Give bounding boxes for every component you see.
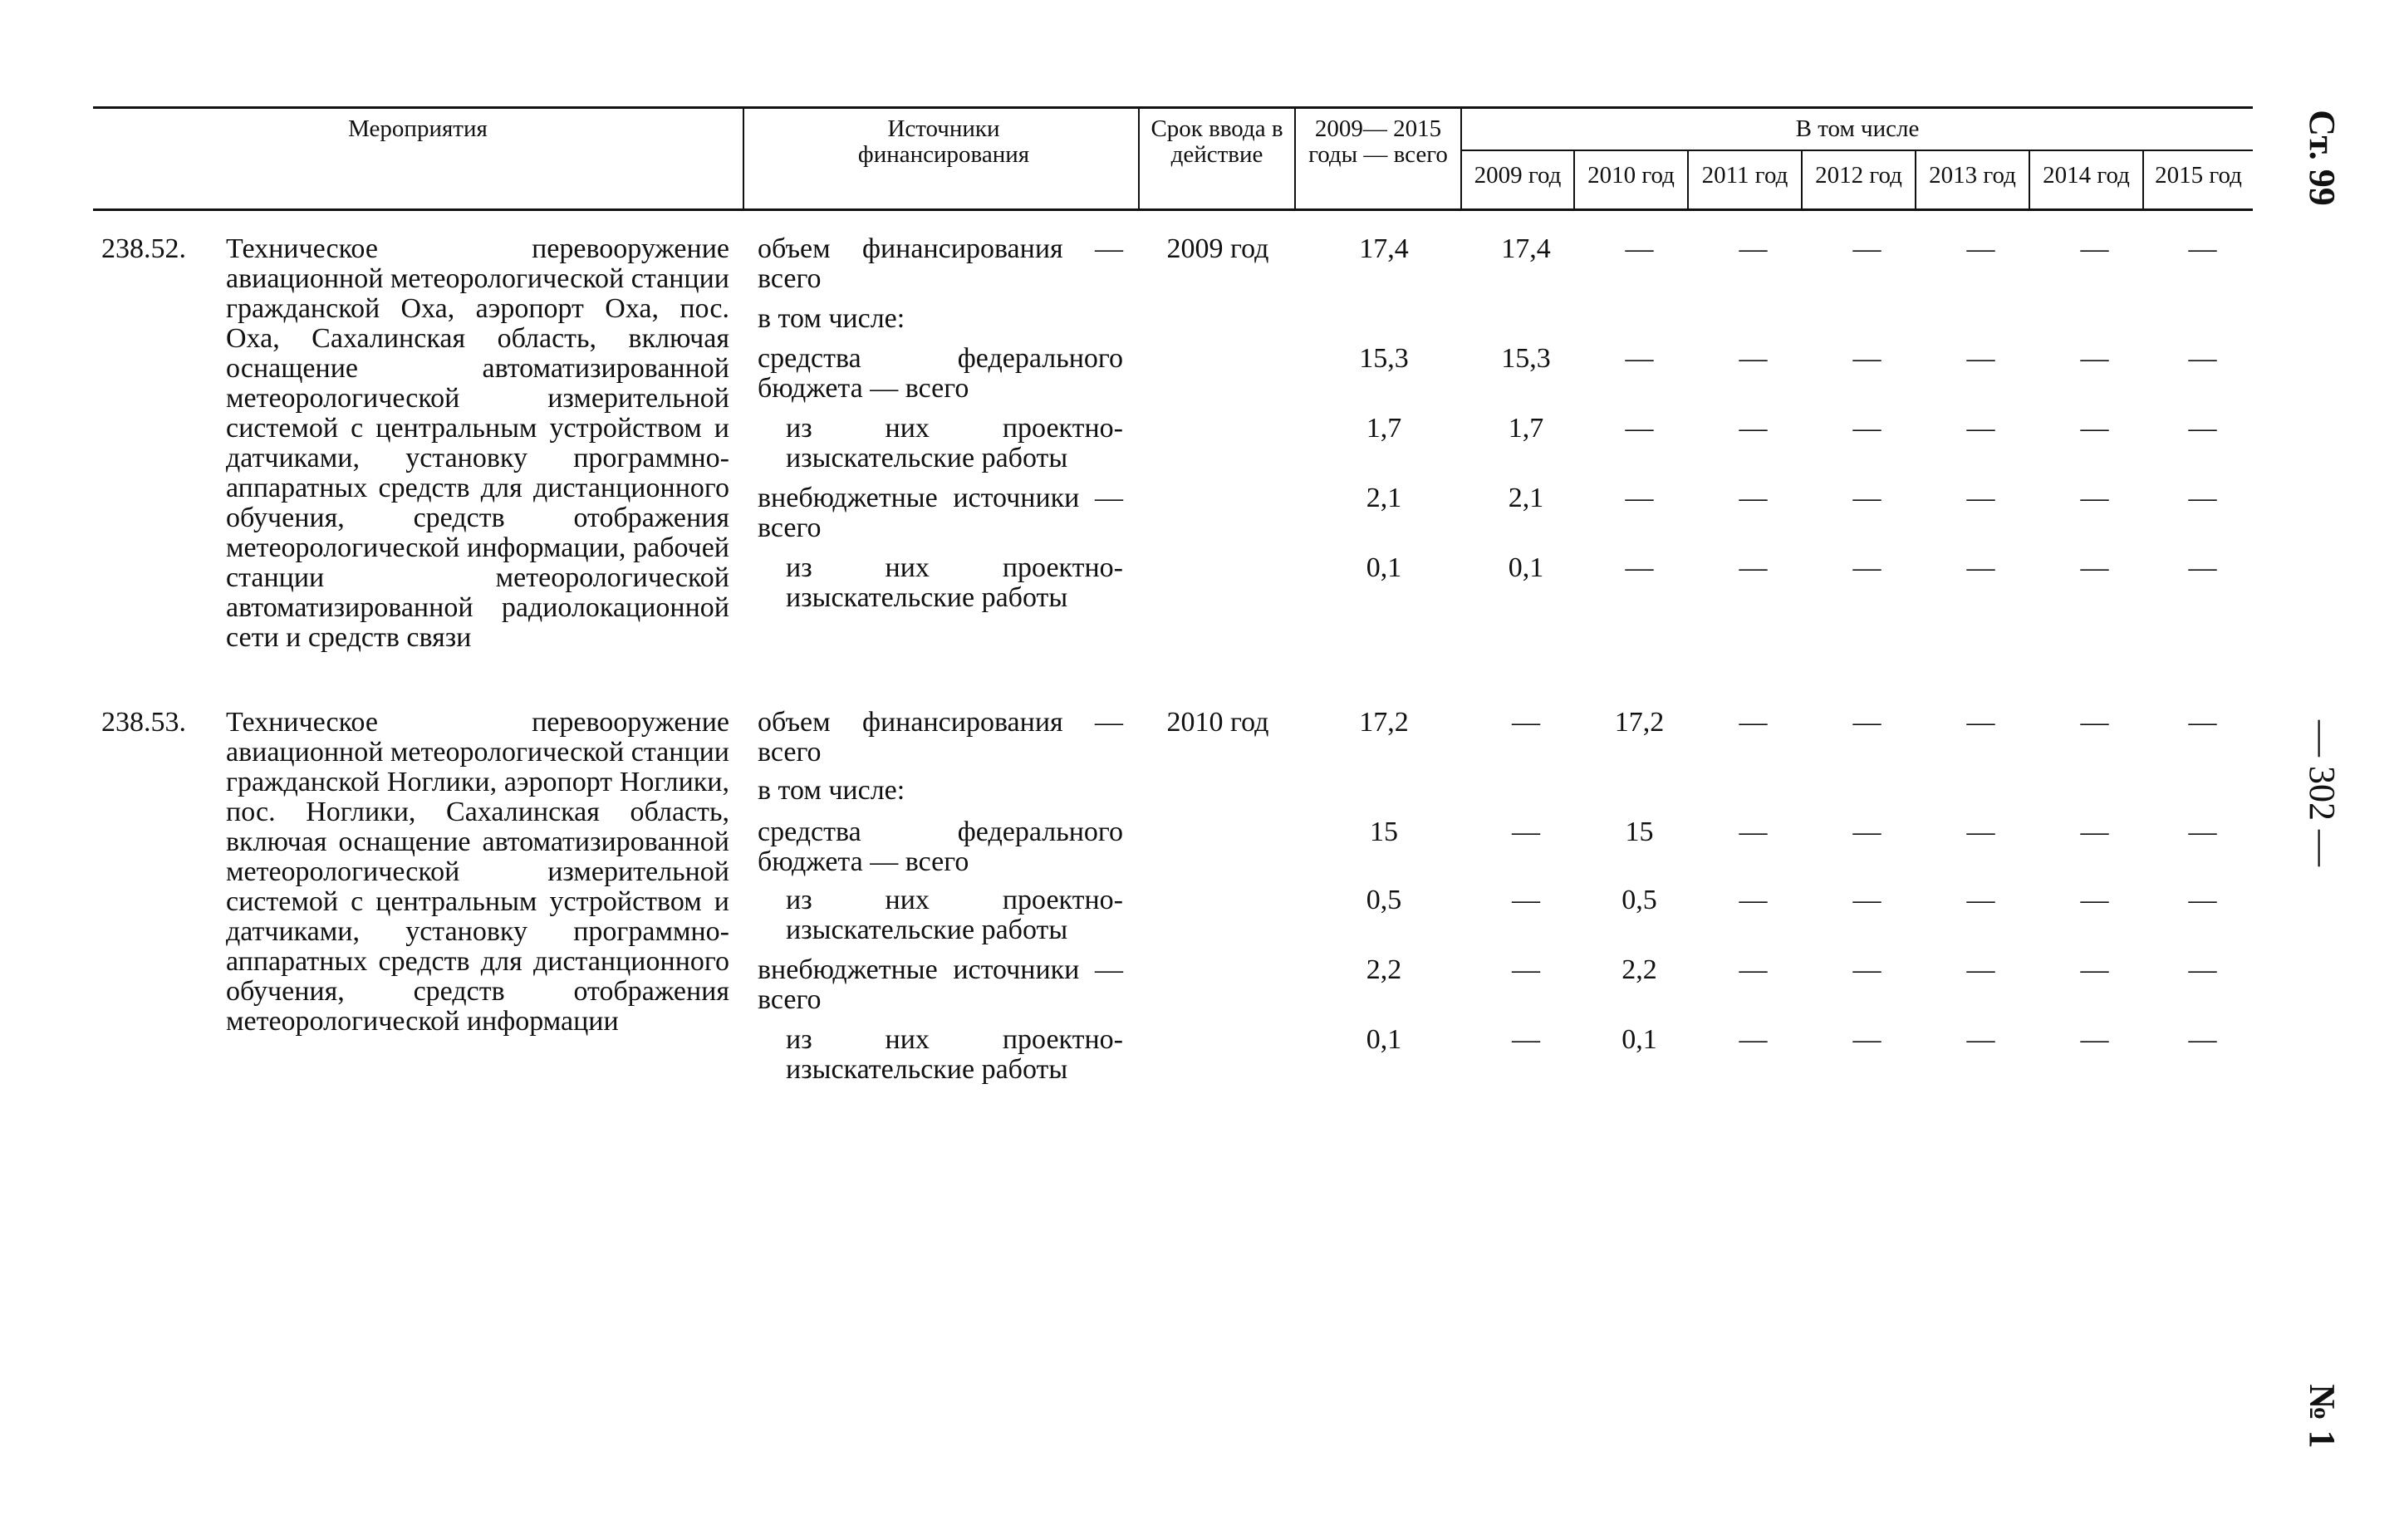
year-value: — [1966, 707, 1995, 738]
entry-term: 2010 год [1166, 707, 1269, 738]
year-value: — [1512, 885, 1540, 915]
year-value: — [1512, 954, 1540, 985]
total-value: 15 [1370, 817, 1398, 847]
year-value: 15 [1625, 817, 1654, 847]
year-value: — [1739, 954, 1768, 985]
year-value: 17,2 [1614, 707, 1665, 738]
year-value: — [2188, 233, 2217, 264]
header-total: 2009— 2015 годы — всего [1308, 115, 1448, 168]
year-value: 15,3 [1501, 343, 1551, 374]
year-value: — [1739, 343, 1768, 374]
year-value: — [1852, 483, 1881, 513]
year-value: — [1625, 343, 1654, 374]
page-article-number: Ст. 99 [2302, 110, 2343, 206]
source-label: из них проектно-изыскательские работы [786, 885, 1123, 945]
year-value: — [1852, 707, 1881, 738]
year-value: — [2188, 817, 2217, 847]
total-value: 0,5 [1366, 885, 1402, 915]
year-value: — [1739, 233, 1768, 264]
year-value: 2,1 [1508, 483, 1544, 513]
total-value: 2,2 [1366, 954, 1402, 985]
header-year: 2010 год [1587, 162, 1675, 189]
year-value: — [1966, 885, 1995, 915]
year-value: — [1625, 413, 1654, 444]
year-value: — [2188, 885, 2217, 915]
header-top-rule [93, 106, 2253, 109]
header-bottom-rule [93, 208, 2253, 211]
in-that-number-label: в том числе: [758, 303, 905, 334]
year-value: — [2188, 483, 2217, 513]
year-value: — [1966, 233, 1995, 264]
header-year: 2013 год [1929, 162, 2016, 189]
header-divider [1294, 106, 1296, 209]
page-number: — 302 — [2302, 720, 2343, 866]
source-label: из них проектно-изыскательские работы [786, 1024, 1123, 1085]
year-value: — [1512, 1024, 1540, 1055]
year-value: — [1852, 885, 1881, 915]
year-value: — [2080, 413, 2109, 444]
source-label: из них проектно-изыскательские работы [786, 552, 1123, 613]
year-value: — [1852, 233, 1881, 264]
year-value: — [1966, 954, 1995, 985]
year-value: — [2188, 1024, 2217, 1055]
header-measures: Мероприятия [348, 115, 488, 142]
issue-number: № 1 [2302, 1384, 2343, 1449]
year-value: — [1625, 233, 1654, 264]
year-value: — [1852, 954, 1881, 985]
year-value: — [2080, 1024, 2109, 1055]
source-label: средства федерального бюджета — всего [758, 343, 1123, 404]
header-year: 2015 год [2155, 162, 2242, 189]
year-value: 2,2 [1621, 954, 1657, 985]
year-value: — [1625, 552, 1654, 583]
year-value: — [2188, 343, 2217, 374]
total-value: 1,7 [1366, 413, 1402, 444]
year-value: — [2080, 885, 2109, 915]
entry-description: Техническое перевооружение авиационной метеорологической станции гражданской Ноглики, аэропорт Ноглики, пос. Ноглики, Сахалинская область, включая оснащение автоматизированной метеорологической измерительной системой с центральным устройством и датчиками, установку программно-аппаратных средств для дистанционного обучения, средств отображения метеорологической информации [226, 707, 729, 1037]
year-value: 17,4 [1501, 233, 1551, 264]
year-value: — [1625, 483, 1654, 513]
header-group-rule [1460, 150, 2253, 151]
in-that-number-label: в том числе: [758, 775, 905, 806]
year-value: 0,1 [1508, 552, 1544, 583]
source-label: внебюджетные источники — всего [758, 483, 1123, 543]
year-value: 0,5 [1621, 885, 1657, 915]
header-sources: Источники финансирования [857, 115, 1030, 168]
header-year: 2014 год [2043, 162, 2130, 189]
source-label: средства федерального бюджета — всего [758, 817, 1123, 877]
year-value: — [1966, 483, 1995, 513]
year-value: 1,7 [1508, 413, 1544, 444]
year-value: — [1966, 413, 1995, 444]
year-value: — [1739, 413, 1768, 444]
entry-term: 2009 год [1166, 233, 1269, 264]
entry-description: Техническое перевооружение авиационной метеорологической станции гражданской Оха, аэропорт Оха, пос. Оха, Сахалинская область, включая оснащение автоматизированной метеорологической измерительной системой с центральным устройством и датчиками, установку программно-аппаратных средств для дистанционного обучения, средств отображения метеорологической информации, рабочей станции метеорологической автоматизированной радиолокационной сети и средств связи [226, 233, 729, 653]
year-value: — [2080, 817, 2109, 847]
header-year: 2012 год [1815, 162, 1902, 189]
header-divider [743, 106, 744, 209]
header-year: 2009 год [1474, 162, 1562, 189]
year-value: — [1739, 707, 1768, 738]
year-value: — [2080, 954, 2109, 985]
header-term: Срок ввода в действие [1150, 115, 1283, 168]
year-value: — [1739, 483, 1768, 513]
year-value: — [2080, 707, 2109, 738]
header-group-label: В том числе [1795, 115, 1920, 142]
source-label: объем финансирования — всего [758, 707, 1123, 768]
total-value: 0,1 [1366, 552, 1402, 583]
source-label: объем финансирования — всего [758, 233, 1123, 294]
year-value: — [2080, 233, 2109, 264]
total-value: 15,3 [1359, 343, 1409, 374]
year-value: — [1512, 817, 1540, 847]
entry-number: 238.53. [101, 707, 186, 738]
year-value: — [2080, 483, 2109, 513]
year-value: — [1739, 552, 1768, 583]
entry-number: 238.52. [101, 233, 186, 264]
year-value: — [1852, 552, 1881, 583]
total-value: 2,1 [1366, 483, 1402, 513]
year-value: 0,1 [1621, 1024, 1657, 1055]
header-divider [1138, 106, 1140, 209]
year-value: — [1966, 343, 1995, 374]
year-value: — [1966, 552, 1995, 583]
year-value: — [1852, 1024, 1881, 1055]
year-value: — [2188, 552, 2217, 583]
source-label: внебюджетные источники — всего [758, 954, 1123, 1015]
year-value: — [1852, 343, 1881, 374]
year-value: — [2188, 954, 2217, 985]
year-value: — [2188, 413, 2217, 444]
year-value: — [1512, 707, 1540, 738]
total-value: 17,4 [1359, 233, 1409, 264]
total-value: 17,2 [1359, 707, 1409, 738]
year-value: — [1739, 1024, 1768, 1055]
header-year: 2011 год [1701, 162, 1788, 189]
year-value: — [2080, 552, 2109, 583]
source-label: из них проектно-изыскательские работы [786, 413, 1123, 473]
year-value: — [2188, 707, 2217, 738]
year-value: — [1739, 885, 1768, 915]
year-value: — [1739, 817, 1768, 847]
year-value: — [1852, 817, 1881, 847]
year-value: — [2080, 343, 2109, 374]
year-value: — [1966, 1024, 1995, 1055]
total-value: 0,1 [1366, 1024, 1402, 1055]
year-value: — [1966, 817, 1995, 847]
year-value: — [1852, 413, 1881, 444]
